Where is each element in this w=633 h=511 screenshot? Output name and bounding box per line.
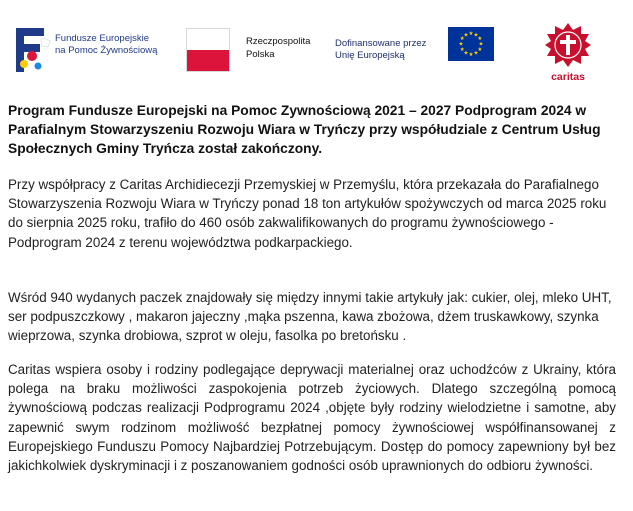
eu-cofunded-logo: [335, 27, 495, 73]
caritas-logo: [543, 20, 593, 90]
svg-text:★: ★: [463, 32, 469, 39]
caritas-wordmark: caritas: [551, 71, 585, 83]
eu-logo-line2: Unię Europejską: [335, 50, 405, 61]
polska-logo-line1: Rzeczpospolita: [246, 36, 311, 47]
polish-flag-icon: [186, 28, 230, 72]
article-paragraph-3: Caritas wspiera osoby i rodziny podlegające deprywacji materialnej oraz uchodźców z Ukrainy, która polega na braku możliwości zaspokojenia potrzeb życiowych. Dlatego szczególną pomocą żywnościową podczas realizacji Podprogramu 2024 ,objęte były rodziny wielodzietne i samotne, aby zapewnić swym rodzinom możliwość bezpłatnej pomocy żywnościowej współfinansowanej z Europejskiego Funduszu Pomocy Najbardziej Potrzebującym. Dostęp do pomocy zapewniony był bez jakichkolwiek dyskryminacji i z poszanowaniem godności osób uprawnionych do odbioru żywności.: [8, 362, 616, 474]
article-heading: Program Fundusze Europejski na Pomoc Zywnościową 2021 – 2027 Podprogram 2024 w Parafialnym Stowarzyszeniu Rozwoju Wiara w Tryńczy przy współudziale z Centrum Usług Społecznych Gminy Tryńcza został zakończony.: [8, 103, 601, 156]
svg-text:★: ★: [473, 32, 479, 39]
svg-text:★: ★: [459, 47, 465, 53]
svg-text:★: ★: [458, 41, 464, 48]
polska-logo-line2: Polska: [246, 49, 275, 60]
article-paragraph-2: Wśród 940 wydanych paczek znajdowały się między innymi takie artykuły jak: cukier, olej, mleko UHT, ser podpuszczkowy , makaron jajeczny ,mąka pszenna, kawa zbożowa, dżem truskawkowy, szynka wieprzowa, szynka drobiowa, szprot w oleju, fasolka po bretońsku .: [8, 290, 612, 344]
svg-text:★: ★: [477, 47, 483, 53]
article-paragraph-1: Przy współpracy z Caritas Archidiecezji Przemyskiej w Przemyślu, która przekazała do Parafialnego Stowarzyszenia Rozwoju Wiara w Tryńczy ponad 18 ton artykułów spożywczych od marca 2025 roku do sierpnia 2025 roku, trafiło do 460 osób zakwalifikowanych do programu żywnościowego - Podprogram 2024 z terenu województwa podkarpackiego.: [8, 177, 607, 250]
svg-text:★: ★: [468, 31, 474, 37]
fundusze-europejskie-logo: [14, 26, 184, 76]
svg-text:★: ★: [473, 50, 479, 57]
eu-logo-line1: Dofinansowane przez: [335, 38, 427, 49]
fundusze-logo-line2: na Pomoc Żywnościową: [55, 45, 158, 56]
svg-text:★: ★: [468, 52, 474, 58]
svg-text:★: ★: [477, 36, 483, 42]
fundusze-logo-line1: Fundusze Europejskie: [55, 33, 149, 44]
svg-text:★: ★: [459, 36, 465, 42]
rzeczpospolita-polska-logo: [186, 28, 326, 73]
logo-bar: [0, 0, 633, 95]
svg-text:★: ★: [478, 41, 484, 48]
eu-flag-icon: [448, 27, 494, 61]
svg-text:★: ★: [463, 50, 469, 57]
caritas-emblem-icon: [543, 20, 593, 70]
fundusze-europejskie-emblem-icon: [14, 26, 52, 76]
